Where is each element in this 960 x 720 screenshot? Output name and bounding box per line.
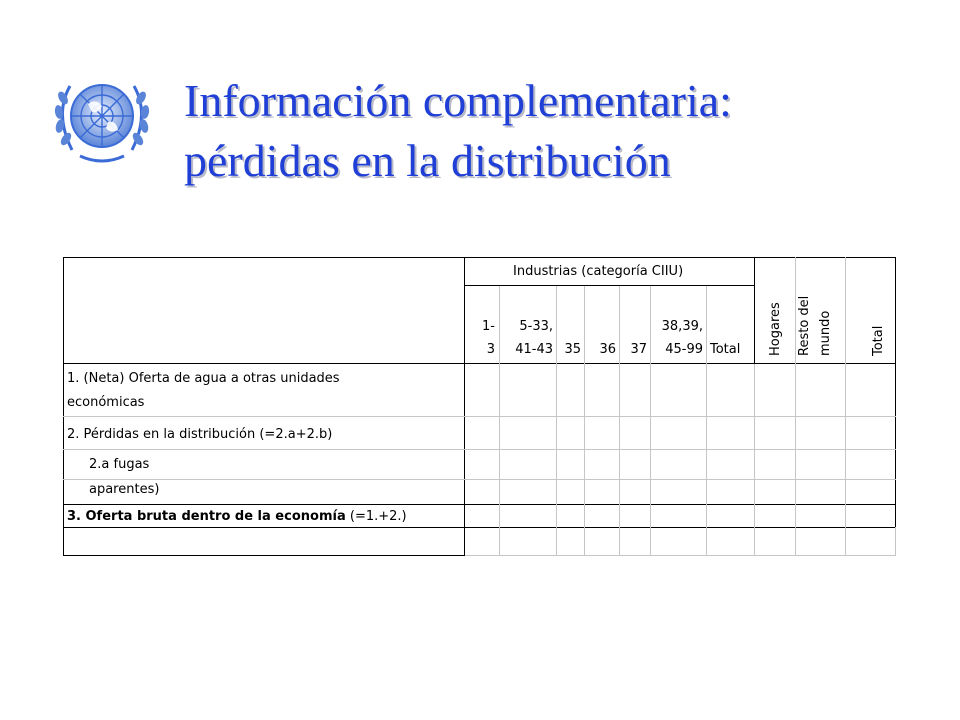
col-1-line1: 1- <box>482 319 495 334</box>
row-3-label-bold: 3. Oferta bruta dentro de la economía <box>67 509 346 524</box>
row-1-label-line1: 1. (Neta) Oferta de agua a otras unidades <box>67 371 340 386</box>
page-title-line-2: pérdidas en la distribución <box>184 135 671 186</box>
col-6-line2: 45-99 <box>665 342 703 357</box>
row-3-top-border <box>63 504 896 505</box>
row-2b-label: aparentes) <box>89 482 160 497</box>
col-2-line2: 41-43 <box>515 342 553 357</box>
label-bottom-border <box>63 555 465 556</box>
col-6-line1: 38,39, <box>661 319 703 334</box>
label-column-border <box>464 257 465 555</box>
col-2-line1: 5-33, <box>519 319 553 334</box>
table-left-border <box>63 257 64 555</box>
col-7-line2: Total <box>710 342 741 357</box>
resto-del-mundo-header-line1: Resto del <box>797 295 812 356</box>
page-title-line-1: Información complementaria: <box>184 75 732 126</box>
resto-del-mundo-header-line2: mundo <box>818 310 833 356</box>
industries-group-header: Industrias (categoría CIIU) <box>513 264 684 279</box>
row-3-label-formula: (=1.+2.) <box>345 509 407 524</box>
hogares-header: Hogares <box>768 302 783 356</box>
row-2a-label: 2.a fugas <box>89 457 150 472</box>
row-3-bottom-border <box>63 527 896 528</box>
industry-group-right-border <box>754 257 755 364</box>
col-1-line2: 3 <box>486 342 495 357</box>
header-bottom-border <box>63 363 896 364</box>
table-top-border <box>63 257 896 258</box>
col-5-line2: 37 <box>630 342 647 357</box>
table-right-border <box>895 257 896 527</box>
row-3-label <box>67 510 407 523</box>
industry-group-border <box>464 285 755 286</box>
col-4-line2: 36 <box>599 342 616 357</box>
total-side-header: Total <box>871 325 886 356</box>
col-3-line2: 35 <box>564 342 581 357</box>
row-2-label: 2. Pérdidas en la distribución (=2.a+2.b) <box>67 427 333 442</box>
row-1-label-line2: económicas <box>67 395 145 410</box>
